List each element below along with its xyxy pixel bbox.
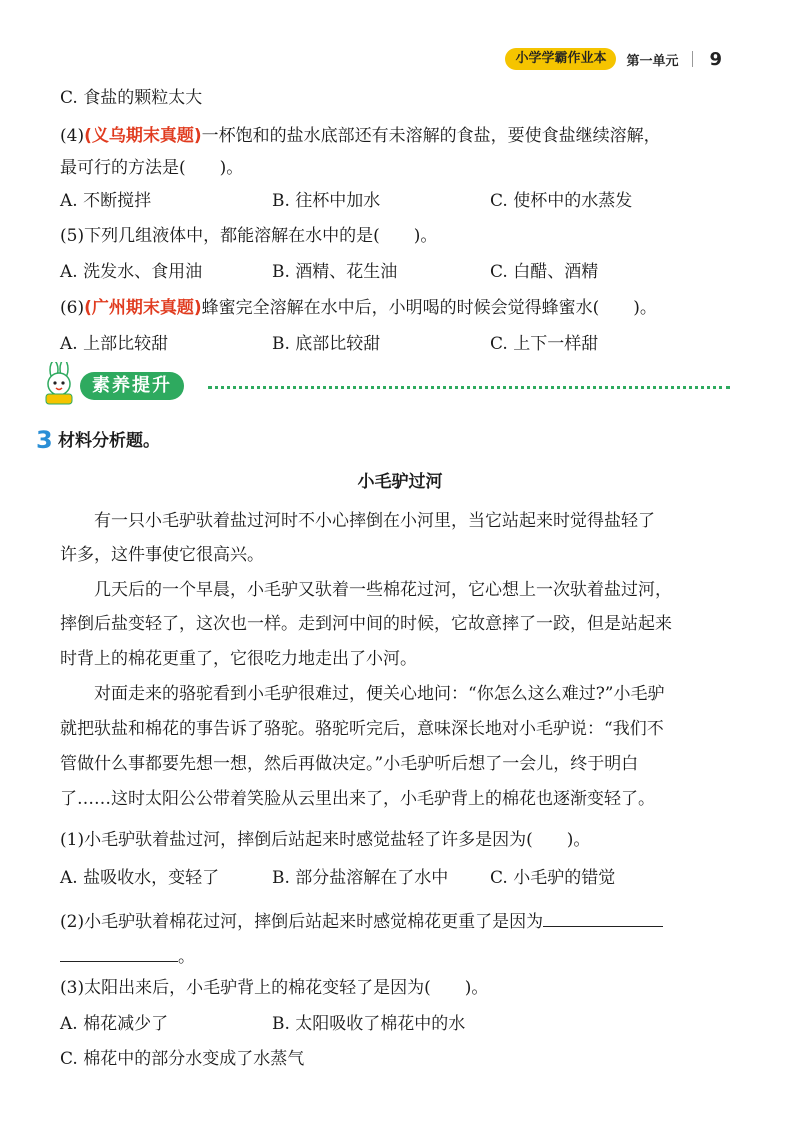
sub3-option-c: C. 棉花中的部分水变成了水蒸气 bbox=[60, 1049, 305, 1069]
q4-line-2: 最可行的方法是( )。 bbox=[60, 158, 244, 178]
q4-number: (4) bbox=[60, 126, 85, 146]
q6-option-c: C. 上下一样甜 bbox=[490, 334, 599, 354]
q6-number: (6) bbox=[60, 298, 85, 318]
answer-blank-continued[interactable] bbox=[60, 941, 178, 962]
dotted-divider bbox=[208, 386, 730, 389]
q5-option-b: B. 酒精、花生油 bbox=[272, 262, 398, 282]
sub2-line-2 bbox=[60, 941, 195, 969]
page-number: 9 bbox=[709, 48, 722, 70]
section-label: 素养提升 bbox=[80, 372, 184, 400]
sub3-option-a: A. 棉花减少了 bbox=[60, 1014, 169, 1034]
question-3-number: 3 bbox=[36, 426, 53, 454]
story-line: 几天后的一个早晨，小毛驴又驮着一些棉花过河，它心想上一次驮着盐过河， bbox=[60, 580, 672, 600]
sub2-line bbox=[60, 906, 663, 934]
story-line: 管做什么事都要先想一想，然后再做决定。”小毛驴听后想了一会儿，终于明白 bbox=[60, 754, 639, 774]
header-divider bbox=[692, 51, 693, 67]
answer-blank[interactable] bbox=[543, 906, 663, 927]
story-line: 许多，这件事使它很高兴。 bbox=[60, 545, 264, 565]
sub1-option-c: C. 小毛驴的错觉 bbox=[490, 868, 616, 888]
sub1-option-a: A. 盐吸收水，变轻了 bbox=[60, 868, 220, 888]
story-line: 了……这时太阳公公带着笑脸从云里出来了，小毛驴背上的棉花也逐渐变轻了。 bbox=[60, 789, 655, 809]
story-line: 时背上的棉花更重了，它很吃力地走出了小河。 bbox=[60, 649, 417, 669]
book-title-badge: 小学学霸作业本 bbox=[505, 48, 616, 70]
q5-text: (5)下列几组液体中，都能溶解在水中的是( )。 bbox=[60, 226, 438, 246]
story-line: 对面走来的骆驼看到小毛驴很难过，便关心地问：“你怎么这么难过?”小毛驴 bbox=[60, 684, 665, 704]
prev-question-option-c: C. 食盐的颗粒太大 bbox=[60, 88, 203, 108]
q4-line-1 bbox=[60, 124, 661, 148]
question-3-title: 材料分析题。 bbox=[58, 431, 160, 451]
story-line: 摔倒后盐变轻了，这次也一样。走到河中间的时候，它故意摔了一跤，但是站起来 bbox=[60, 614, 672, 634]
sub2-text: (2)小毛驴驮着棉花过河，摔倒后站起来时感觉棉花更重了是因为 bbox=[60, 912, 544, 932]
story-title: 小毛驴过河 bbox=[357, 472, 443, 492]
q5-option-c: C. 白醋、酒精 bbox=[490, 262, 599, 282]
q6-option-b: B. 底部比较甜 bbox=[272, 334, 381, 354]
page-header bbox=[505, 48, 722, 70]
story-line: 就把驮盐和棉花的事告诉了骆驼。骆驼听完后，意味深长地对小毛驴说：“我们不 bbox=[60, 719, 664, 739]
q5-option-a: A. 洗发水、食用油 bbox=[60, 262, 203, 282]
section-banner bbox=[40, 366, 730, 410]
q4-text: 一杯饱和的盐水底部还有未溶解的食盐，要使食盐继续溶解， bbox=[201, 126, 661, 146]
unit-label: 第一单元 bbox=[626, 53, 679, 69]
sub3-text: (3)太阳出来后，小毛驴背上的棉花变轻了是因为( )。 bbox=[60, 978, 489, 998]
sub1-text: (1)小毛驴驮着盐过河，摔倒后站起来时感觉盐轻了许多是因为( )。 bbox=[60, 830, 591, 850]
story-line: 有一只小毛驴驮着盐过河时不小心摔倒在小河里，当它站起来时觉得盐轻了 bbox=[60, 511, 655, 531]
q4-option-a: A. 不断搅拌 bbox=[60, 191, 152, 211]
q6-text: 蜂蜜完全溶解在水中后，小明喝的时候会觉得蜂蜜水( )。 bbox=[201, 298, 657, 318]
q4-option-c: C. 使杯中的水蒸发 bbox=[490, 191, 633, 211]
sub2-end: 。 bbox=[178, 947, 195, 967]
sub1-option-b: B. 部分盐溶解在了水中 bbox=[272, 868, 449, 888]
q4-source-tag: (义乌期末真题) bbox=[84, 126, 202, 146]
sub3-option-b: B. 太阳吸收了棉花中的水 bbox=[272, 1014, 466, 1034]
q6-option-a: A. 上部比较甜 bbox=[60, 334, 169, 354]
q4-option-b: B. 往杯中加水 bbox=[272, 191, 381, 211]
q6-line bbox=[60, 296, 657, 320]
q6-source-tag: (广州期末真题) bbox=[84, 298, 202, 318]
